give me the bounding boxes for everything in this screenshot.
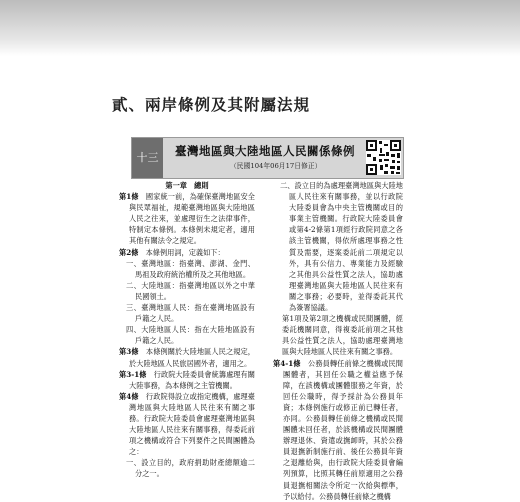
section-title: 貳、兩岸條例及其附屬法規 (112, 96, 311, 114)
article-text: 國家統一前，為確保臺灣地區安全與民眾福祉，規範臺灣地區與大陸地區人民之往來，並處理衍生之法律事件，特制定本條例。本條例未規定者，適用其他有關法令之規定。 (129, 192, 255, 246)
article-label: 第1條 (119, 192, 139, 202)
article-3-1 (119, 369, 255, 391)
article-label: 第4-1條 (273, 358, 301, 368)
list-item: 一、臺灣地區：指臺灣、澎湖、金門、馬祖及政府統治權所及之其他地區。 (126, 258, 255, 279)
list-item: 二、大陸地區：指臺灣地區以外之中華民國領土。 (126, 280, 255, 301)
article-text: 公務員轉任前條之機構或民間團體者，其回任公職之權益應予保障，在該機構或團體服務之年資，於回任公職時，得予採計為公務員年資；本條例施行或修正前已轉任者，亦同。公務員轉任前條之機構或民間團體未回任者，於該機構或民間團體辦理退休、資遣或撫卹時，其於公務員退撫新制施行前、後任公務員年資之退離給與，由行政院大陸委員會編列預算，比照其轉任前原適用之公務員退撫相關法令所定一次給與標準，予以給付。公務員轉任前條之機構 (283, 358, 403, 501)
list-item: 一、設立目的，政府捐助財產總額逾二分之一。 (126, 458, 255, 479)
paragraph: 第1項及第2項之機構或民間團體，經委託機關同意，得複委託前項之其他具公益性質之法人，協助處理臺灣地區與大陸地區人民往來有關之事務。 (282, 314, 403, 357)
article-label: 第2條 (119, 247, 139, 257)
law-title: 臺灣地區與大陸地區人民關係條例 (175, 144, 355, 158)
article-3 (119, 346, 255, 368)
article-label: 第3-1條 (119, 369, 147, 379)
left-column (119, 180, 255, 480)
article-2 (119, 247, 255, 258)
list-item: 二、設立目的為處理臺灣地區與大陸地區人民往來有關事務，並以行政院大陸委員會為中央主管機關或目的事業主管機關。行政院大陸委員會或第4-2條第1項經行政院同意之各該主管機關，得依所處理事務之性質及需要，逐案委託前二項規定以外，具有公信力、專業能力及經驗之其他具公益性質之法人，協助處理臺灣地區與大陸地區人民往來有關之事務；必要時，並得委託其代為簽署協議。 (280, 181, 403, 313)
article-1 (119, 191, 255, 246)
right-column (273, 180, 403, 502)
law-number-badge: 十三 (132, 138, 163, 178)
article-4 (119, 391, 255, 458)
law-title-banner (131, 137, 404, 179)
article-text: 行政院大陸委員會統籌處理有關大陸事務，為本條例之主管機關。 (129, 369, 255, 390)
article-text: 行政院得設立或指定機構，處理臺灣地區與大陸地區人民往來有關之事務。行政院大陸委員會處理臺灣地區與大陸地區人民往來有關事務，得委託前項之機構或符合下列要件之民間團體為之： (129, 391, 255, 457)
article-label: 第3條 (119, 347, 139, 357)
page-header-band (0, 0, 520, 56)
article-label: 第4條 (119, 391, 139, 401)
article-text: 本條例用詞，定義如下： (145, 247, 225, 257)
list-item: 三、臺灣地區人民：指在臺灣地區設有戶籍之人民。 (126, 303, 255, 324)
law-revision-date: （民國104年06月17日修正） (230, 162, 322, 170)
chapter-heading: 第一章 總則 (165, 181, 209, 190)
qr-code-icon (366, 140, 401, 175)
list-item: 四、大陸地區人民：指在大陸地區設有戶籍之人民。 (126, 325, 255, 346)
article-4-1 (273, 358, 403, 502)
article-text: 本條例關於大陸地區人民之規定，於大陸地區人民旅居國外者，適用之。 (129, 347, 255, 368)
